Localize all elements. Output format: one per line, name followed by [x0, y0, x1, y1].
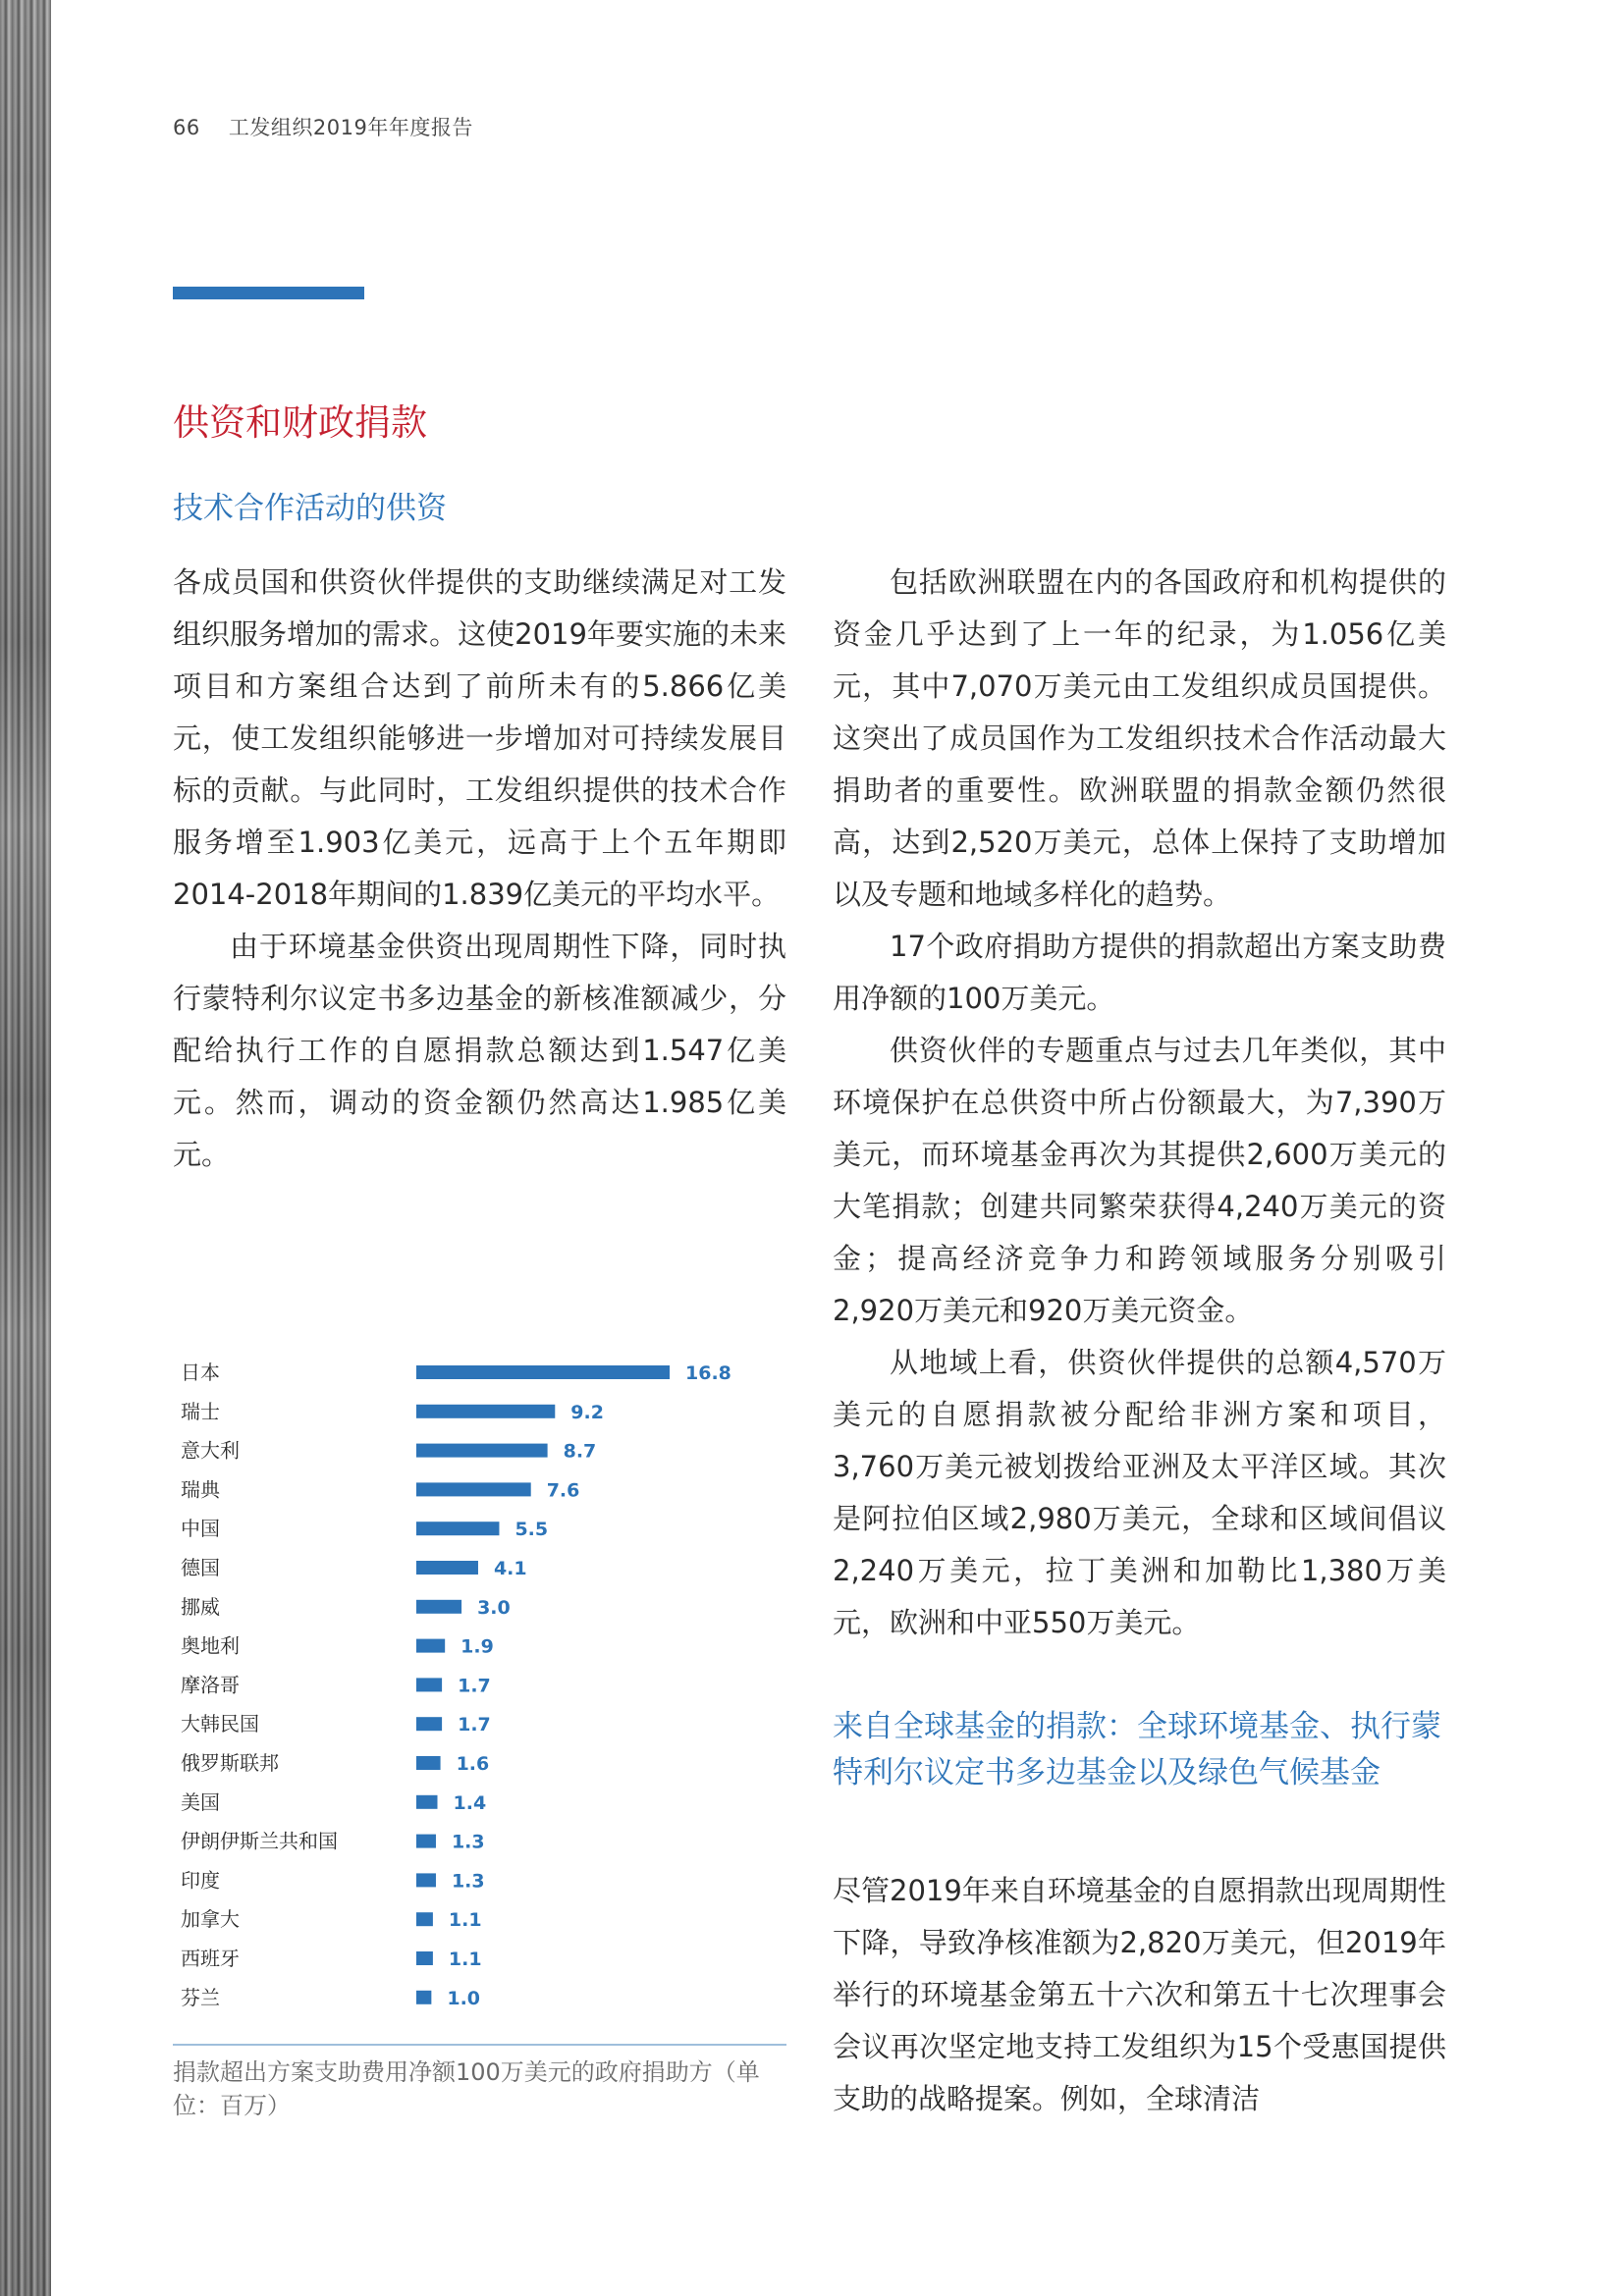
chart-category-label: 芬兰 — [181, 1985, 220, 2009]
chart-bar — [416, 1795, 438, 1809]
chart-category-label: 伊朗伊斯兰共和国 — [181, 1829, 338, 1853]
chart-value-label: 1.9 — [460, 1635, 494, 1658]
chart-bar — [416, 1991, 431, 2004]
chart-svg — [173, 1351, 786, 2018]
chart-bar — [416, 1756, 441, 1770]
chart-category-label: 日本 — [181, 1361, 220, 1384]
chart-category-label: 意大利 — [181, 1438, 240, 1463]
right-column-continued — [833, 1865, 1446, 2125]
chart-value-label: 1.4 — [453, 1791, 487, 1814]
decorative-photo-strip — [0, 0, 51, 2296]
chart-value-label: 1.1 — [448, 1909, 482, 1932]
chart-bar — [416, 1717, 442, 1731]
right-paragraph-1: 包括欧洲联盟在内的各国政府和机构提供的资金几乎达到了上一年的纪录，为1.056亿美元，其中7,070万美元由工发组织成员国提供。这突出了成员国作为工发组织技术合作活动最大捐助者的重要性。欧洲联盟的捐款金额仍然很高，达到2,520万美元，总体上保持了支助增加以及专题和地域多样化的趋势。 — [833, 565, 1446, 911]
chart-value-label: 7.6 — [546, 1479, 580, 1502]
right-paragraph-5: 尽管2019年来自环境基金的自愿捐款出现周期性下降，导致净核准额为2,820万美元，但2019年举行的环境基金第五十六次和第五十七次理事会会议再次坚定地支持工发组织为15个受惠国提供支助的战略提案。例如，全球清洁 — [833, 1874, 1446, 2115]
chart-category-label: 印度 — [181, 1868, 220, 1893]
subsection-title-2: 来自全球基金的捐款：全球环境基金、执行蒙特利尔议定书多边基金以及绿色气候基金 — [833, 1709, 1441, 1790]
chart-value-label: 1.6 — [456, 1753, 490, 1775]
chart-category-label: 摩洛哥 — [181, 1673, 240, 1697]
chart-category-label: 加拿大 — [181, 1907, 240, 1932]
chart-bar — [416, 1365, 670, 1379]
chart-value-label: 16.8 — [685, 1362, 731, 1384]
chart-bar — [416, 1835, 436, 1848]
chart-bar — [416, 1522, 499, 1535]
chart-value-label: 3.0 — [477, 1596, 511, 1619]
chart-category-label: 美国 — [181, 1789, 220, 1814]
chart-bar — [416, 1678, 442, 1691]
left-paragraph-2: 由于环境基金供资出现周期性下降，同时执行蒙特利尔议定书多边基金的新核准额减少，分配给执行工作的自愿捐款总额达到1.547亿美元。然而，调动的资金额仍然高达1.985亿美元。 — [173, 930, 786, 1171]
chart-bar — [416, 1561, 478, 1575]
chart-value-label: 1.7 — [458, 1714, 491, 1736]
chart-category-label: 挪威 — [181, 1594, 220, 1619]
running-header — [173, 112, 473, 141]
chart-category-label: 奥地利 — [181, 1633, 240, 1658]
report-title: 工发组织2019年年度报告 — [228, 116, 473, 139]
subsection-title: 技术合作活动的供资 — [173, 491, 447, 526]
chart-bar — [416, 1405, 555, 1418]
right-paragraph-4: 从地域上看，供资伙伴提供的总额4,570万美元的自愿捐款被分配给非洲方案和项目，3,760万美元被划拨给亚洲及太平洋区域。其次是阿拉伯区域2,980万美元，全球和区域间倡议2,240万美元，拉丁美洲和加勒比1,380万美元，欧洲和中亚550万美元。 — [833, 1346, 1446, 1639]
chart-caption: 捐款超出方案支助费用净额100万美元的政府捐助方（单位：百万） — [173, 2058, 760, 2119]
donor-bar-chart — [173, 1351, 786, 2018]
chart-bar — [416, 1444, 548, 1458]
chart-value-label: 5.5 — [514, 1519, 549, 1541]
chart-category-label: 瑞士 — [181, 1399, 220, 1423]
accent-bar — [173, 287, 364, 299]
chart-bar — [416, 1951, 433, 1965]
chart-bar — [416, 1873, 436, 1887]
chart-category-label: 俄罗斯联邦 — [181, 1751, 279, 1775]
chart-value-label: 1.3 — [451, 1870, 485, 1893]
chart-category-label: 西班牙 — [181, 1947, 240, 1970]
chart-category-label: 大韩民国 — [181, 1712, 259, 1736]
chart-bar — [416, 1482, 531, 1496]
right-paragraph-2: 17个政府捐助方提供的捐款超出方案支助费用净额的100万美元。 — [833, 930, 1446, 1015]
chart-caption-rule — [173, 2044, 786, 2046]
chart-category-label: 德国 — [181, 1556, 220, 1579]
chart-bar — [416, 1639, 445, 1653]
chart-value-label: 1.3 — [451, 1831, 485, 1853]
right-paragraph-3: 供资伙伴的专题重点与过去几年类似，其中环境保护在总供资中所占份额最大，为7,390万美元，而环境基金再次为其提供2,600万美元的大笔捐款；创建共同繁荣获得4,240万美元的资金；提高经济竞争力和跨领域服务分别吸引2,920万美元和920万美元资金。 — [833, 1034, 1446, 1327]
chart-bar — [416, 1600, 461, 1614]
chart-value-label: 4.1 — [493, 1558, 527, 1579]
chart-value-label: 8.7 — [563, 1440, 597, 1463]
right-column — [833, 557, 1446, 1649]
chart-value-label: 1.1 — [448, 1949, 482, 1970]
section-title: 供资和财政捐款 — [173, 401, 427, 444]
chart-value-label: 9.2 — [570, 1401, 604, 1423]
chart-value-label: 1.7 — [458, 1675, 491, 1697]
page-number: 66 — [173, 116, 200, 139]
chart-value-label: 1.0 — [447, 1987, 481, 2009]
chart-bar — [416, 1912, 433, 1926]
left-column — [173, 557, 786, 1181]
chart-category-label: 中国 — [181, 1517, 220, 1541]
chart-category-label: 瑞典 — [181, 1477, 220, 1502]
left-paragraph-1: 各成员国和供资伙伴提供的支助继续满足对工发组织服务增加的需求。这使2019年要实施的未来项目和方案组合达到了前所未有的5.866亿美元，使工发组织能够进一步增加对可持续发展目标的贡献。与此同时，工发组织提供的技术合作服务增至1.903亿美元，远高于上个五年期即2014-2018年期间的1.839亿美元的平均水平。 — [173, 565, 786, 911]
